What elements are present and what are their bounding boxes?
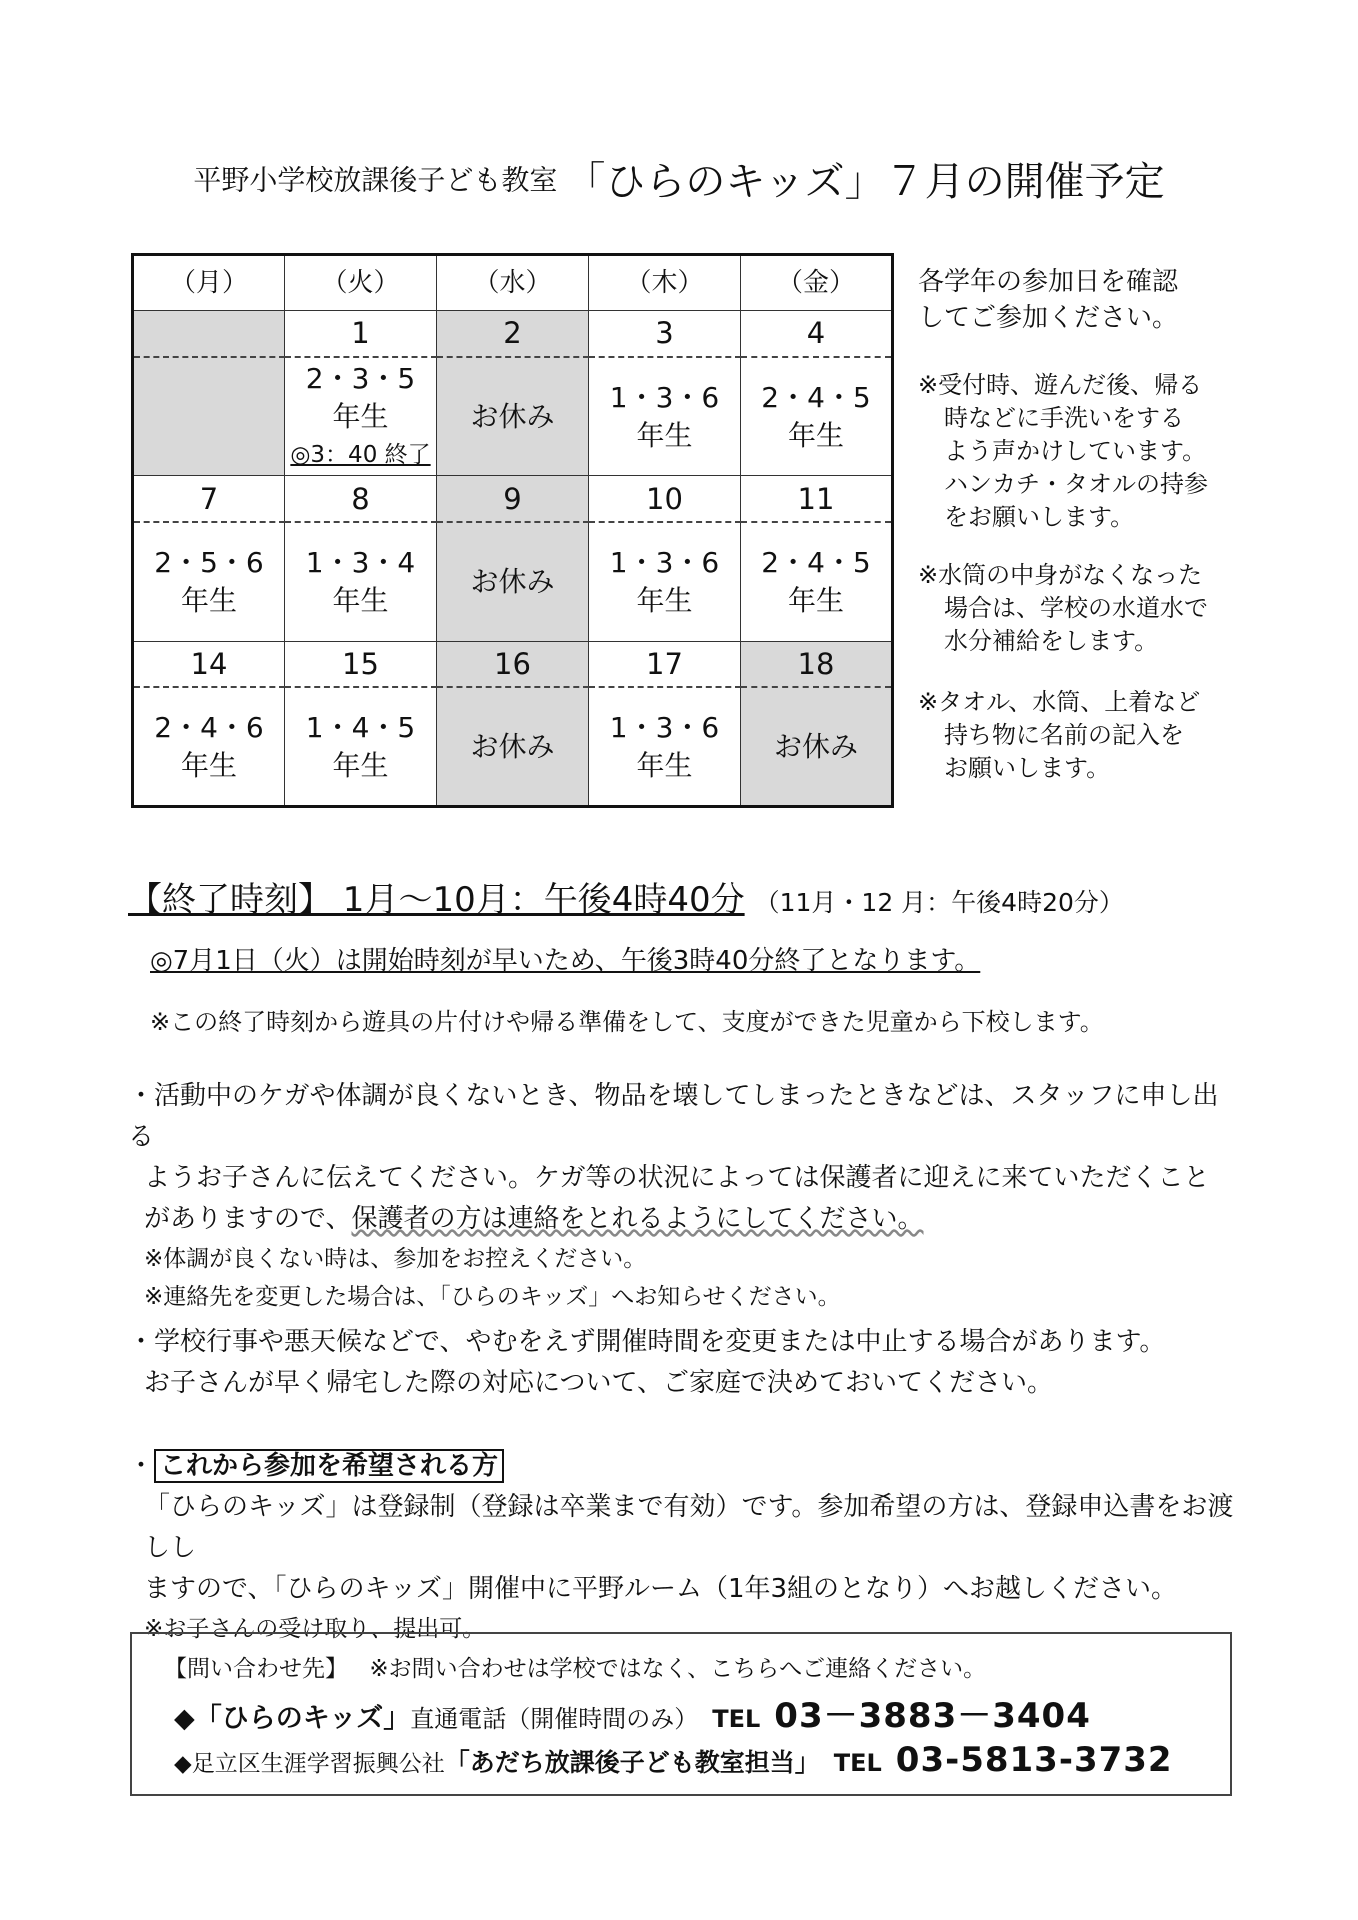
date-cell: 14 [133, 641, 285, 687]
side-note-line: ※水筒の中身がなくなった [918, 561, 1203, 589]
weekday-header-tue: （火） [285, 255, 437, 311]
side-note-handwash [918, 369, 1218, 534]
grade-cell [133, 687, 285, 806]
grade-suffix: 年生 [636, 418, 693, 452]
weekday-header-mon: （月） [133, 255, 285, 311]
grade-suffix: 年生 [180, 748, 237, 782]
grade-numbers: 1・3・6 [609, 545, 720, 579]
empty-cell [133, 357, 285, 476]
new-participants-line: ますので、「ひらのキッズ」開催中に平野ルーム（1年3組のとなり）へお越しください。 [144, 1574, 1178, 1604]
grade-suffix: 年生 [636, 583, 693, 617]
grade-cell [285, 522, 437, 641]
side-note-names [918, 686, 1218, 785]
closed-cell: お休み [741, 687, 893, 806]
health-line-part: がありますので、 [144, 1204, 352, 1234]
side-note-line: ※タオル、水筒、上着など [918, 688, 1201, 716]
date-cell: 8 [285, 476, 437, 522]
side-note-line: してご参加ください。 [918, 303, 1179, 333]
schedule-title: 「ひらのキッズ」７月の開催予定 [565, 159, 1165, 205]
new-participants-heading: これから参加を希望される方 [154, 1449, 504, 1483]
date-cell: 1 [285, 311, 437, 357]
date-cell: 4 [741, 311, 893, 357]
side-note-line: 持ち物に名前の記入を [944, 721, 1184, 749]
contact-office-phone: 03-5813-3732 [895, 1740, 1173, 1780]
date-cell: 10 [589, 476, 741, 522]
health-note: ※体調が良くない時は、参加をお控えください。 [144, 1246, 647, 1272]
grade-numbers: 1・4・5 [305, 710, 416, 744]
date-cell: 17 [589, 641, 741, 687]
grade-cell [285, 357, 437, 476]
contact-heading-row [164, 1650, 986, 1683]
school-program-name: 平野小学校放課後子ども教室 [193, 163, 558, 197]
new-participants-heading-row [128, 1446, 1238, 1487]
closed-cell: お休み [437, 687, 589, 806]
side-note-line: 各学年の参加日を確認 [918, 267, 1179, 297]
schedule-change-line: お子さんが早く帰宅した際の対応について、ご家庭で決めておいてください。 [144, 1368, 1053, 1398]
new-participants-note: ※お子さんの受け取り、提出可。 [144, 1616, 486, 1642]
date-cell: 18 [741, 641, 893, 687]
date-cell: 16 [437, 641, 589, 687]
new-participants-section [128, 1446, 1238, 1648]
health-line: ようお子さんに伝えてください。ケガ等の状況によっては保護者に迎えに来ていただくこと [144, 1163, 1210, 1193]
end-time-heading [128, 872, 1124, 921]
date-cell [133, 311, 285, 357]
bullet: ・ [128, 1451, 155, 1481]
grade-suffix: 年生 [332, 748, 389, 782]
grade-suffix: 年生 [332, 399, 389, 433]
date-cell: 2 [437, 311, 589, 357]
side-note-line: 場合は、学校の水道水で [944, 594, 1208, 622]
grade-suffix: 年生 [636, 748, 693, 782]
contact-office-row [174, 1740, 1173, 1780]
grade-numbers: 1・3・6 [609, 710, 720, 744]
health-section [128, 1076, 1238, 1316]
side-note-water [918, 559, 1218, 658]
grade-numbers: 2・4・6 [154, 710, 264, 744]
grade-suffix: 年生 [332, 583, 389, 617]
date-cell: 15 [285, 641, 437, 687]
guardian-contact-emphasis: 保護者の方は連絡をとれるようにしてください。 [351, 1204, 924, 1234]
health-note: ※連絡先を変更した場合は、「ひらのキッズ」へお知らせください。 [144, 1284, 841, 1310]
date-cell: 9 [437, 476, 589, 522]
schedule-change-line: ・学校行事や悪天候などで、やむをえず開催時間を変更または中止する場合があります。 [128, 1327, 1166, 1357]
side-note-line: 時などに手洗いをする [944, 404, 1184, 432]
grade-numbers: 2・4・5 [761, 380, 871, 414]
early-finish-notice: ◎7月1日（火）は開始時刻が早いため、午後3時40分終了となります。 [150, 946, 981, 976]
contact-kids-row [174, 1688, 1091, 1737]
side-note-line: ※受付時、遊んだ後、帰る [918, 371, 1203, 399]
end-time-winter: （11月・12 月：午後4時20分） [754, 888, 1124, 917]
contact-kids-desc: 直通電話（開催時間のみ） [410, 1705, 699, 1733]
grade-cell [741, 357, 893, 476]
weekday-header-thu: （木） [589, 255, 741, 311]
tel-label: TEL [833, 1749, 882, 1777]
grade-suffix: 年生 [180, 583, 237, 617]
grade-numbers: 1・3・6 [609, 380, 720, 414]
contact-kids-phone: 03－3883－3404 [774, 1696, 1091, 1736]
closed-cell: お休み [437, 357, 589, 476]
contact-office-dept: 「あだち放課後子ども教室担当」 [444, 1748, 820, 1777]
contact-kids-name: ◆「ひらのキッズ」 [174, 1703, 411, 1734]
schedule-change-section [128, 1322, 1238, 1404]
grade-numbers: 2・5・6 [154, 545, 264, 579]
grade-cell [285, 687, 437, 806]
tel-label: TEL [712, 1705, 761, 1733]
grade-cell [741, 522, 893, 641]
date-cell: 11 [741, 476, 893, 522]
weekday-header-wed: （水） [437, 255, 589, 311]
schedule-calendar [131, 253, 894, 808]
grade-numbers: 2・4・5 [761, 545, 871, 579]
grade-numbers: 1・3・4 [305, 545, 416, 579]
date-cell: 3 [589, 311, 741, 357]
grade-suffix: 年生 [787, 583, 844, 617]
grade-suffix: 年生 [787, 418, 844, 452]
side-note-line: よう声かけしています。 [944, 437, 1207, 465]
dismissal-note: ※この終了時刻から遊具の片付けや帰る準備をして、支度ができた児童から下校します。 [150, 1008, 1104, 1036]
grade-cell [133, 522, 285, 641]
end-time-main: 【終了時刻】 1月～10月：午後4時40分 [128, 880, 745, 920]
side-note-line: ハンカチ・タオルの持参 [944, 470, 1208, 498]
side-note-line: お願いします。 [944, 754, 1111, 782]
contact-office-org: ◆足立区生涯学習振興公社 [174, 1751, 445, 1777]
contact-heading: 【問い合わせ先】 [164, 1656, 348, 1682]
contact-box [130, 1632, 1232, 1796]
side-note-line: 水分補給をします。 [944, 627, 1159, 655]
side-note-confirm [918, 264, 1218, 336]
closed-cell: お休み [437, 522, 589, 641]
side-note-line: をお願いします。 [944, 503, 1135, 531]
grade-numbers: 2・3・5 [305, 361, 416, 395]
contact-heading-note: ※お問い合わせは学校ではなく、こちらへご連絡ください。 [369, 1656, 987, 1682]
grade-cell [589, 687, 741, 806]
early-finish-note: ◎3：40 終了 [290, 441, 431, 468]
date-cell: 7 [133, 476, 285, 522]
new-participants-line: 「ひらのキッズ」は登録制（登録は卒業まで有効）です。参加希望の方は、登録申込書をお渡しし [144, 1492, 1234, 1563]
grade-cell [589, 522, 741, 641]
health-line: ・活動中のケガや体調が良くないとき、物品を壊してしまったときなどは、スタッフに申し出る [128, 1081, 1219, 1152]
grade-cell [589, 357, 741, 476]
health-line [128, 1199, 1238, 1240]
weekday-header-fri: （金） [741, 255, 893, 311]
page-title [0, 150, 1358, 207]
